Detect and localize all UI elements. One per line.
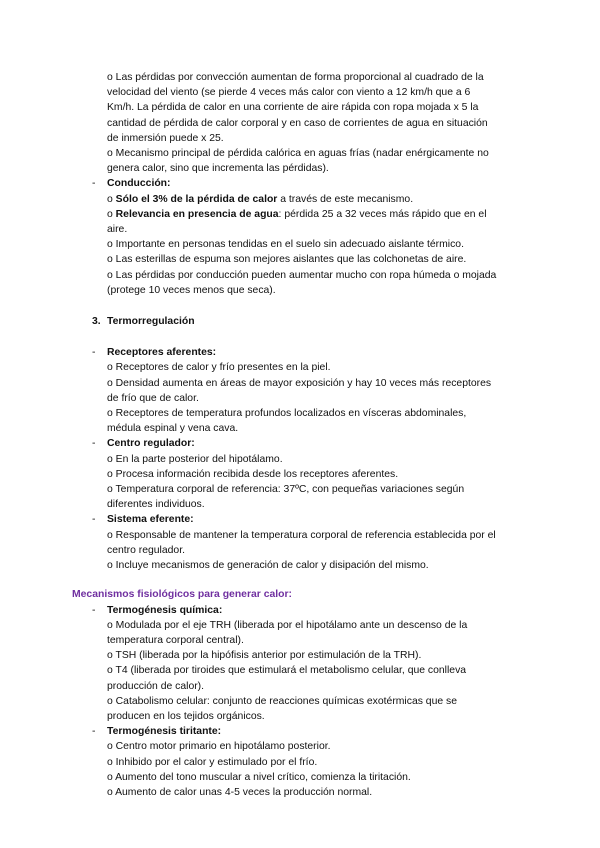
dash-bullet: - bbox=[92, 514, 96, 526]
termo-quimica-heading bbox=[0, 603, 600, 618]
text-line bbox=[0, 192, 600, 207]
dash-bullet: - bbox=[92, 347, 96, 359]
spacer bbox=[0, 573, 600, 587]
receptores-block bbox=[0, 345, 600, 436]
text-line: (protege 10 veces menos que seca). bbox=[107, 284, 276, 296]
text-line: o TSH (liberada por la hipófisis anterior por estimulación de la TRH). bbox=[107, 650, 422, 662]
text-rest: a través de este mecanismo. bbox=[277, 193, 414, 205]
text-line: o Receptores de calor y frío presentes en la piel. bbox=[107, 362, 331, 374]
text-line: diferentes individuos. bbox=[107, 499, 205, 511]
text-line: o Las pérdidas por convección aumentan de forma proporcional al cuadrado de la bbox=[107, 72, 484, 83]
text-line: o Las pérdidas por conducción pueden aumentar mucho con ropa húmeda o mojada bbox=[107, 269, 497, 281]
bullet-prefix: o bbox=[107, 193, 116, 205]
heading-text: Sistema eferente: bbox=[107, 514, 194, 526]
eferente-heading bbox=[0, 512, 600, 527]
termo-tiritante-heading bbox=[0, 724, 600, 739]
bold-phrase: Relevancia en presencia de agua bbox=[115, 208, 279, 220]
dash-bullet: - bbox=[92, 726, 96, 738]
text-line: o Inhibido por el calor y estimulado por el frío. bbox=[107, 756, 318, 768]
eferente-block bbox=[0, 512, 600, 573]
text-line: o T4 (liberada por tiroides que estimulará el metabolismo celular, que conlleva bbox=[107, 665, 467, 677]
text-line: o Importante en personas tendidas en el suelo sin adecuado aislante térmico. bbox=[107, 239, 464, 251]
text-line: o Incluye mecanismos de generación de calor y disipación del mismo. bbox=[107, 560, 429, 572]
bold-phrase: Sólo el 3% de la pérdida de calor bbox=[115, 193, 278, 205]
termo-tiritante-block bbox=[0, 724, 600, 800]
section-number: 3. bbox=[92, 316, 101, 328]
conveccion-block bbox=[0, 70, 600, 176]
text-line: de inmersión puede x 25. bbox=[107, 132, 224, 144]
text-line: o Temperatura corporal de referencia: 37ºC, con pequeñas variaciones según bbox=[107, 484, 465, 496]
conduccion-block bbox=[0, 176, 600, 298]
spacer bbox=[0, 298, 600, 314]
document-page bbox=[0, 70, 600, 800]
text-line: Km/h. La pérdida de calor en una corriente de aire rápida con ropa mojada x 5 la bbox=[107, 102, 479, 114]
text-line: temperatura corporal central). bbox=[107, 634, 244, 646]
heading-text: Termogénesis química: bbox=[107, 604, 223, 616]
text-line: producción de calor). bbox=[107, 680, 205, 692]
mecanismos-title: Mecanismos fisiológicos para generar calor: bbox=[72, 589, 293, 601]
text-line: o Centro motor primario en hipotálamo posterior. bbox=[107, 741, 331, 753]
text-line: o Mecanismo principal de pérdida calórica en aguas frías (nadar enérgicamente no bbox=[107, 148, 489, 160]
section-title: Termorregulación bbox=[107, 316, 195, 328]
text-line: cantidad de pérdida de calor corporal y en caso de corrientes de agua en situación bbox=[107, 117, 488, 129]
heading-text: Termogénesis tiritante: bbox=[107, 726, 222, 738]
text-line: velocidad del viento (se pierde 4 veces más calor con viento a 12 km/h que a 6 bbox=[107, 87, 471, 99]
text-line: centro regulador. bbox=[107, 544, 185, 556]
text-line: o Densidad aumenta en áreas de mayor exposición y hay 10 veces más receptores bbox=[107, 377, 492, 389]
heading-text: Conducción: bbox=[107, 178, 171, 190]
text-line: genera calor, sino que incrementa las pérdidas). bbox=[107, 163, 329, 175]
bullet-prefix: o bbox=[107, 208, 116, 220]
spacer bbox=[0, 329, 600, 345]
section-heading bbox=[0, 314, 600, 329]
text-line: médula espinal y vena cava. bbox=[107, 423, 239, 435]
text-line: producen en los tejidos orgánicos. bbox=[107, 710, 265, 722]
text-line: o En la parte posterior del hipotálamo. bbox=[107, 453, 283, 465]
text-line: aire. bbox=[107, 224, 128, 236]
text-line: o Las esterillas de espuma son mejores aislantes que las colchonetas de aire. bbox=[107, 254, 467, 266]
receptores-heading bbox=[0, 345, 600, 360]
dash-bullet: - bbox=[92, 438, 96, 450]
text-line: o Receptores de temperatura profundos localizados en vísceras abdominales, bbox=[107, 408, 467, 420]
text-line: o Aumento de calor unas 4-5 veces la producción normal. bbox=[107, 786, 373, 798]
centro-heading bbox=[0, 436, 600, 451]
dash-bullet: - bbox=[92, 604, 96, 616]
text-line: o Aumento del tono muscular a nivel crítico, comienza la tiritación. bbox=[107, 771, 411, 783]
text-rest: : pérdida 25 a 32 veces más rápido que en el bbox=[278, 208, 487, 220]
conduccion-heading bbox=[0, 176, 600, 191]
text-line: de frío que de calor. bbox=[107, 392, 199, 404]
dash-bullet: - bbox=[92, 178, 96, 190]
text-line: o Procesa información recibida desde los receptores aferentes. bbox=[107, 468, 399, 480]
termo-quimica-block bbox=[0, 603, 600, 725]
heading-text: Centro regulador: bbox=[107, 438, 195, 450]
text-line: o Modulada por el eje TRH (liberada por el hipotálamo ante un descenso de la bbox=[107, 619, 468, 631]
centro-block bbox=[0, 436, 600, 512]
text-line: o Catabolismo celular: conjunto de reacciones químicas exotérmicas que se bbox=[107, 695, 457, 707]
text-line bbox=[0, 207, 600, 222]
text-line: o Responsable de mantener la temperatura corporal de referencia establecida por el bbox=[107, 529, 496, 541]
heading-text: Receptores aferentes: bbox=[107, 347, 217, 359]
